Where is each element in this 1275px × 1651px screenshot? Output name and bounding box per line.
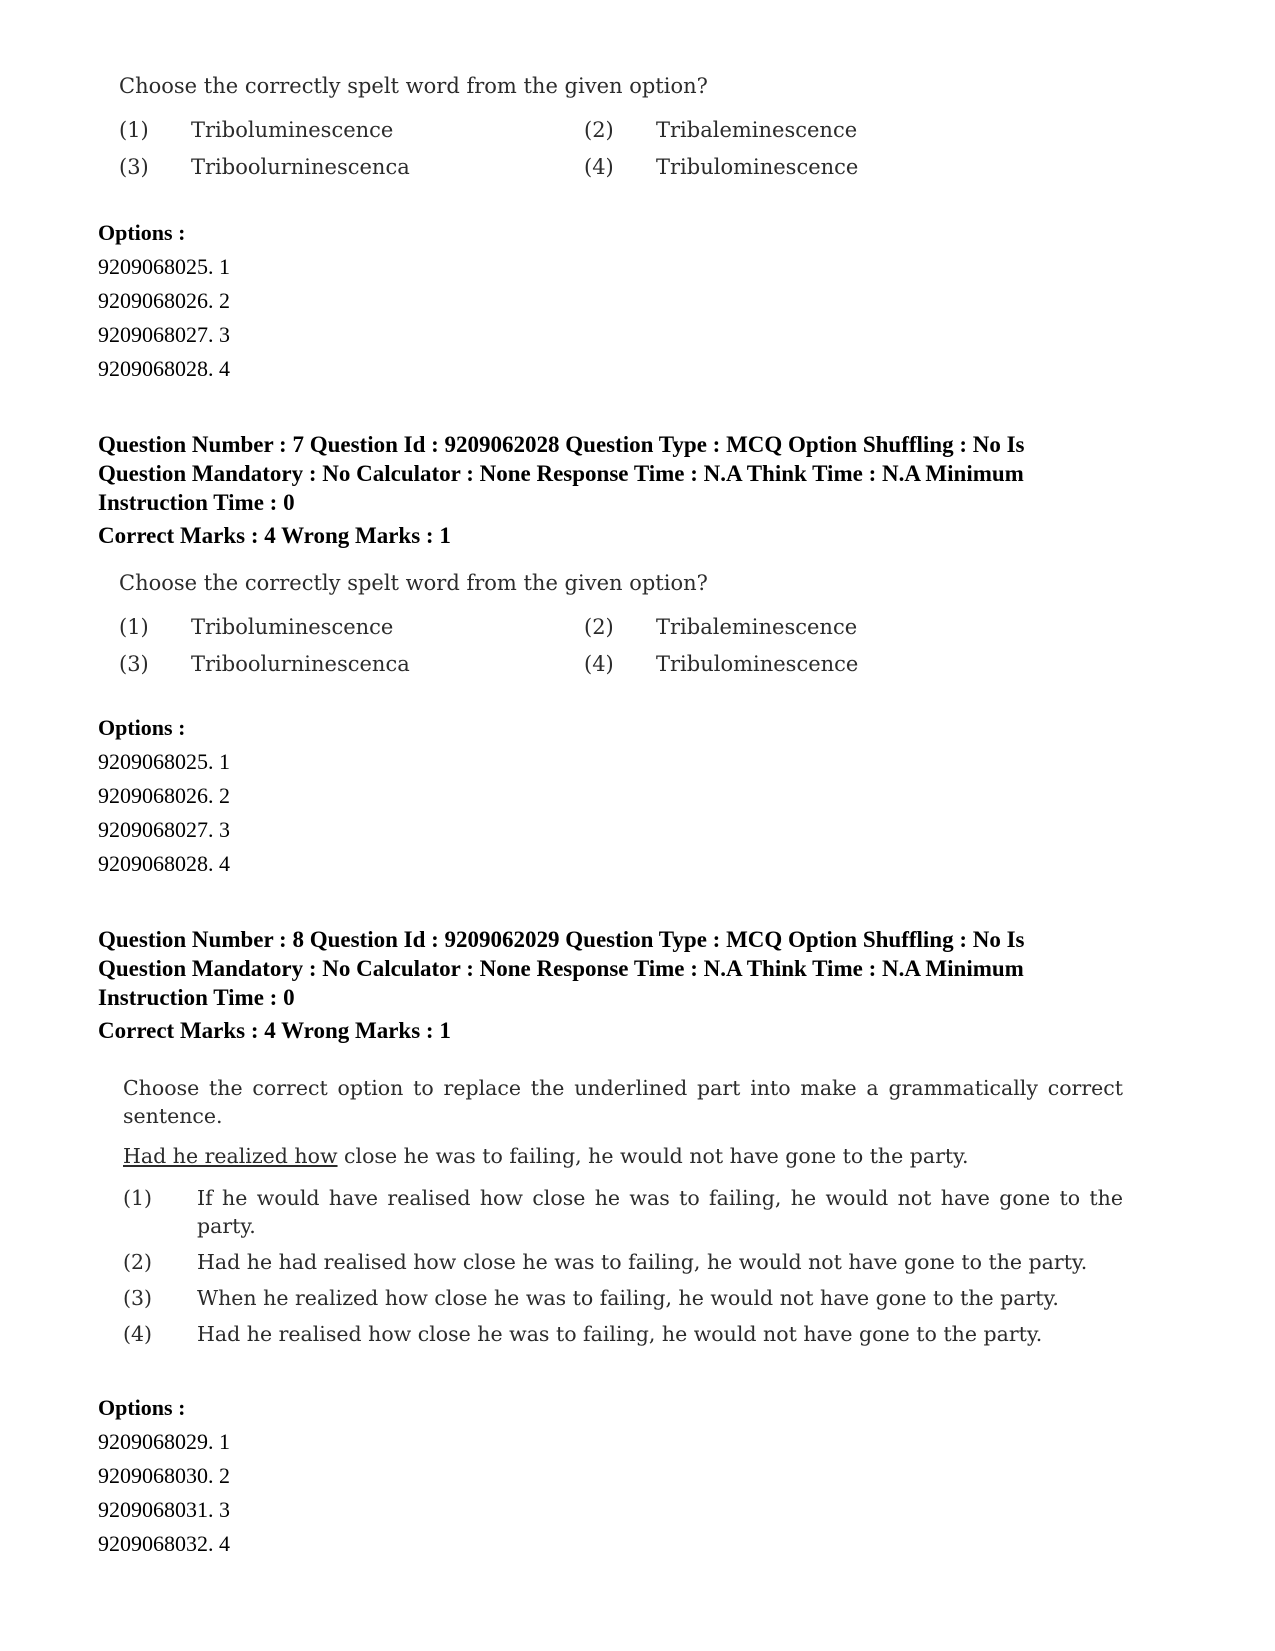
q6-option-1: 9209068025. 1 bbox=[98, 254, 230, 279]
q6-choice-4-text: Tribulominescence bbox=[656, 155, 859, 179]
q8-choice-2-num: (2) bbox=[123, 1250, 153, 1274]
q6-choice-1-text: Triboluminescence bbox=[191, 118, 394, 142]
q6-choice-3-text: Triboolurninescenca bbox=[191, 155, 410, 179]
q8-sentence bbox=[123, 1142, 1123, 1170]
q7-choice-3-text: Triboolurninescenca bbox=[191, 652, 410, 676]
q6-choices bbox=[119, 118, 1019, 198]
q8-option-2: 9209068030. 2 bbox=[98, 1463, 230, 1488]
q7-option-2: 9209068026. 2 bbox=[98, 783, 230, 808]
q8-option-3: 9209068031. 3 bbox=[98, 1497, 230, 1522]
q6-option-2: 9209068026. 2 bbox=[98, 288, 230, 313]
q8-choice-1-text: If he would have realised how close he was to failing, he would not have gone to the party. bbox=[197, 1186, 1123, 1238]
q7-marks: Correct Marks : 4 Wrong Marks : 1 bbox=[98, 523, 451, 548]
q7-choice-2-text: Tribaleminescence bbox=[656, 615, 858, 639]
q6-stem: Choose the correctly spelt word from the given option? bbox=[119, 74, 708, 98]
q8-choice-4-num: (4) bbox=[123, 1322, 153, 1346]
q7-meta-line2: Question Mandatory : No Calculator : None Response Time : N.A Think Time : N.A Minimum bbox=[98, 461, 1024, 486]
q8-option-1: 9209068029. 1 bbox=[98, 1429, 230, 1454]
q8-choice-4 bbox=[123, 1320, 1123, 1348]
q7-meta bbox=[98, 430, 1098, 550]
q8-choices bbox=[123, 1184, 1123, 1348]
q8-choice-4-text: Had he realised how close he was to failing, he would not have gone to the party. bbox=[197, 1322, 1043, 1346]
q7-option-4: 9209068028. 4 bbox=[98, 851, 230, 876]
q8-question-image bbox=[123, 1074, 1123, 1356]
q6-options bbox=[98, 216, 230, 386]
q6-option-4: 9209068028. 4 bbox=[98, 356, 230, 381]
q8-meta-line2: Question Mandatory : No Calculator : None Response Time : N.A Think Time : N.A Minimum bbox=[98, 956, 1024, 981]
q8-meta-line1: Question Number : 8 Question Id : 9209062029 Question Type : MCQ Option Shuffling : No Is bbox=[98, 927, 1025, 952]
q6-choice-4-num: (4) bbox=[584, 155, 614, 179]
q8-choice-3-text: When he realized how close he was to failing, he would not have gone to the party. bbox=[197, 1286, 1059, 1310]
q8-marks: Correct Marks : 4 Wrong Marks : 1 bbox=[98, 1018, 451, 1043]
q7-question-image bbox=[119, 571, 1019, 695]
q7-meta-line3: Instruction Time : 0 bbox=[98, 490, 295, 515]
q8-sentence-underlined-part: Had he realized how bbox=[123, 1144, 338, 1168]
q8-sentence-rest: close he was to failing, he would not have gone to the party. bbox=[337, 1144, 969, 1168]
q6-choice-3-num: (3) bbox=[119, 155, 149, 179]
q7-choice-2-num: (2) bbox=[584, 615, 614, 639]
q8-choice-3 bbox=[123, 1284, 1123, 1312]
q6-question-image bbox=[119, 74, 1019, 198]
q8-options-heading: Options : bbox=[98, 1395, 186, 1420]
q8-choice-2-text: Had he had realised how close he was to failing, he would not have gone to the party. bbox=[197, 1250, 1088, 1274]
q7-options bbox=[98, 711, 230, 881]
q7-choice-3-num: (3) bbox=[119, 652, 149, 676]
q8-choice-1-num: (1) bbox=[123, 1186, 153, 1210]
q6-choice-2-text: Tribaleminescence bbox=[656, 118, 858, 142]
q6-options-heading: Options : bbox=[98, 220, 186, 245]
q7-choice-4-num: (4) bbox=[584, 652, 614, 676]
q8-choice-1 bbox=[123, 1184, 1123, 1240]
q8-options bbox=[98, 1391, 230, 1561]
q7-meta-line1: Question Number : 7 Question Id : 9209062028 Question Type : MCQ Option Shuffling : No Is bbox=[98, 432, 1025, 457]
q8-meta bbox=[98, 925, 1098, 1045]
q8-stem: Choose the correct option to replace the underlined part into make a grammatically correct sentence. bbox=[123, 1076, 1123, 1128]
q8-meta-line3: Instruction Time : 0 bbox=[98, 985, 295, 1010]
q8-choice-2 bbox=[123, 1248, 1123, 1276]
q6-option-3: 9209068027. 3 bbox=[98, 322, 230, 347]
q7-choice-4-text: Tribulominescence bbox=[656, 652, 859, 676]
q8-choice-3-num: (3) bbox=[123, 1286, 153, 1310]
q6-choice-2-num: (2) bbox=[584, 118, 614, 142]
q6-choice-1-num: (1) bbox=[119, 118, 149, 142]
q7-option-1: 9209068025. 1 bbox=[98, 749, 230, 774]
q7-options-heading: Options : bbox=[98, 715, 186, 740]
q8-option-4: 9209068032. 4 bbox=[98, 1531, 230, 1556]
q7-stem: Choose the correctly spelt word from the given option? bbox=[119, 571, 708, 595]
q7-choice-1-num: (1) bbox=[119, 615, 149, 639]
q7-choices bbox=[119, 615, 1019, 695]
q7-option-3: 9209068027. 3 bbox=[98, 817, 230, 842]
q7-choice-1-text: Triboluminescence bbox=[191, 615, 394, 639]
